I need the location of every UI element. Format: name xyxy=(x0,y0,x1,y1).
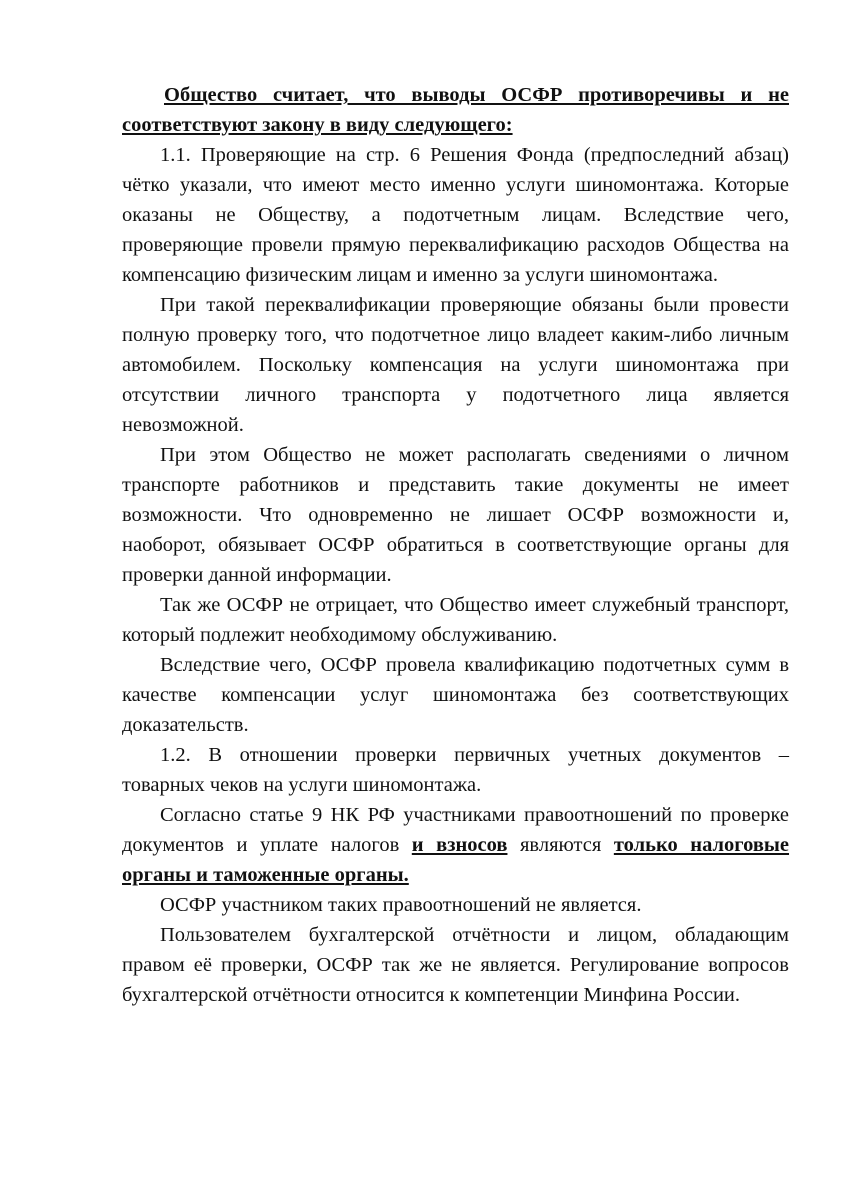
article-9-text-2: являются xyxy=(507,834,614,856)
paragraph-1-1: 1.1. Проверяющие на стр. 6 Решения Фонда (предпоследний абзац) чётко указали, что имеют место именно услуги шиномонтажа. Которые оказаны не Обществу, а подотчетным лицам. Вследствие чего, проверяющие провели прямую переквалификацию расходов Общества на компенсацию физическим лицам и именно за услуги шиномонтажа. xyxy=(122,144,789,286)
article-9-text-1: Согласно статье 9 НК РФ участниками правоотношений по проверке документов и уплате налогов xyxy=(122,804,789,856)
paragraph-1-2: 1.2. В отношении проверки первичных учетных документов – товарных чеков на услуги шиномонтажа. xyxy=(122,744,789,796)
paragraph-not-participant: ОСФР участником таких правоотношений не является. xyxy=(160,894,642,916)
paragraph-personal-transport: При этом Общество не может располагать сведениями о личном транспорте работников и представить такие документы не имеет возможности. Что одновременно не лишает ОСФР возможности и, наоборот, обязывает ОСФР обратиться в соответствующие органы для проверки данной информации. xyxy=(122,444,789,586)
document-page xyxy=(122,80,789,1010)
paragraph-accounting-regulation: Пользователем бухгалтерской отчётности и лицом, обладающим правом её проверки, ОСФР так же не является. Регулирование вопросов бухгалтерской отчётности относится к компетенции Минфина России. xyxy=(122,924,789,1006)
paragraph-service-transport: Так же ОСФР не отрицает, что Общество имеет служебный транспорт, который подлежит необходимому обслуживанию. xyxy=(122,594,789,646)
paragraph-requalification: При такой переквалификации проверяющие обязаны были провести полную проверку того, что подотчетное лицо владеет каким-либо личным автомобилем. Поскольку компенсация на услуги шиномонтажа при отсутствии личного транспорта у подотчетного лица является невозможной. xyxy=(122,294,789,436)
section-heading: Общество считает, что выводы ОСФР противоречивы и не соответствуют закону в виду следующего: xyxy=(122,84,789,136)
paragraph-qualification: Вследствие чего, ОСФР провела квалификацию подотчетных сумм в качестве компенсации услуг шиномонтажа без соответствующих доказательств. xyxy=(122,654,789,736)
paragraph-article-9 xyxy=(122,800,789,890)
article-9-emphasis-authorities: только налоговые органы и таможенные органы. xyxy=(122,834,790,886)
article-9-emphasis-contributions: и взносов xyxy=(411,834,508,856)
